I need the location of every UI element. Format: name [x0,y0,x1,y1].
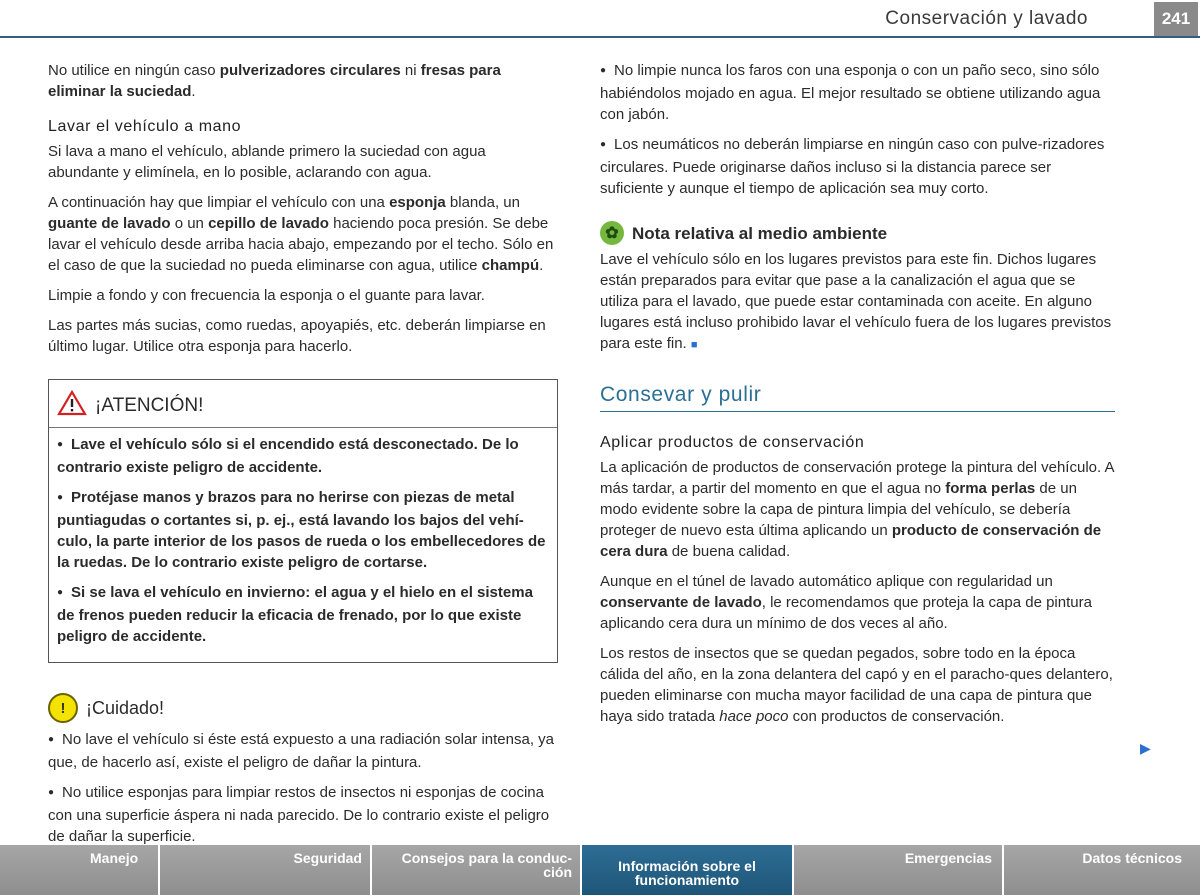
tab-informacion[interactable]: Información sobre el funcionamiento [582,845,792,895]
warning-item: ● Si se lava el vehículo en invierno: el agua y el hielo en el sistema de frenos pueden reducir la eficacia de frenado, por lo que existe peligro de accidente. [57,582,549,647]
tab-manejo[interactable]: Manejo [0,845,158,895]
tab-seguridad[interactable]: Seguridad [160,845,370,895]
caution-item: ● No utilice esponjas para limpiar restos de insectos ni esponjas de cocina con una superficie áspera ni nada parecido. De lo contrario existe el peligro de dañar la superficie. [48,782,558,847]
paragraph: Las partes más sucias, como ruedas, apoyapiés, etc. deberán limpiarse en último lugar. Utilice otra esponja para hacerlo. [48,317,546,355]
footer-tabs [0,845,1200,895]
warning-item: ● Protéjase manos y brazos para no herirse con piezas de metal puntiagudas o cortantes si, p. ej., está lavando los bajos del vehí-culo, la parte interior de los pasos de rueda o los embellecedores de la ruedas. De lo contrario existe peligro de cortarse. [57,487,549,573]
tab-consejos[interactable]: Consejos para la conduc- ción [372,845,580,895]
caution-header [48,693,558,723]
intro-paragraph: No utilice en ningún caso pulverizadores circulares ni fresas para eliminar la suciedad. [48,62,501,100]
tab-datos-tecnicos[interactable]: Datos técnicos [1004,845,1200,895]
paragraph: Si lava a mano el vehículo, ablande primero la suciedad con agua abundante y elimínela, en lo posible, aclarando con agua. [48,143,486,181]
chapter-title: Conservación y lavado [885,8,1088,29]
page-number: 241 [1154,2,1198,36]
caution-item: ● No lave el vehículo si éste está expuesto a una radiación solar intensa, ya que, de hacerlo así, existe el peligro de dañar la pintura. [48,729,558,773]
paragraph: Aunque en el túnel de lavado automático aplique con regularidad un conservante de lavado, le recomendamos que proteja la capa de pintura aplicando cera dura un mínimo de dos veces al año. [600,573,1092,632]
bullet-item: ● Los neumáticos no deberán limpiarse en ningún caso con pulve-rizadores circulares. Puede originarse daños incluso si la distancia parece ser suficiente y aunque el tiempo de aplicación sea muy corto. [600,134,1115,199]
paragraph: A continuación hay que limpiar el vehículo con una esponja blanda, un guante de lavado o un cepillo de lavado haciendo poca presión. Se debe lavar el vehículo desde arriba hacia abajo, empezando por el techo. Sólo en el caso de que la suciedad no pueda eliminarse con agua, utilice champú. [48,194,554,274]
tab-emergencias[interactable]: Emergencias [794,845,1002,895]
header-rule [0,36,1200,38]
section-title: Consevar y pulir [600,384,1115,412]
right-column [600,60,1115,736]
eco-note-text: Lave el vehículo sólo en los lugares previstos para este fin. Dichos lugares están preparados para evitar que pase a la canalización el agua que se utiliza para el lavado, que puede estar contaminada con aceite. En alguno lugares está incluso prohibido lavar el vehículo fuera de los lugares previstos para este fin. ■ [600,251,1112,352]
warning-item: ● Lave el vehículo sólo si el encendido está desconectado. De lo contrario existe peligro de accidente. [57,434,549,478]
warning-header [49,390,557,428]
paragraph: Los restos de insectos que se quedan pegados, sobre todo en la época cálida del año, en la zona delantera del capó y en el paracho-ques delantero, pueden eliminarse con mucha mayor facilidad de una capa de pintura que haya sido tratada hace poco con productos de conservación. [600,645,1113,725]
paragraph: Limpie a fondo y con frecuencia la esponja o el guante para lavar. [48,287,485,304]
continue-arrow-icon: ▶ [1140,740,1151,756]
eco-flower-icon: ✿ [600,221,624,245]
caution-title: ¡Cuidado! [86,697,165,718]
paragraph: La aplicación de productos de conservación protege la pintura del vehículo. A más tardar, a partir del momento en que el agua no forma perlas de un modo evidente sobre la capa de pintura limpia del vehículo, se debería proteger de nuevo esta última aplicando un producto de conservación de cera dura de buena calidad. [600,459,1114,560]
caution-circle-icon: ! [48,693,78,723]
left-column [48,60,558,856]
warning-box [48,379,558,663]
eco-note-title: Nota relativa al medio ambiente [632,223,888,243]
warning-title: ¡ATENCIÓN! [95,395,204,416]
warning-triangle-icon [57,390,87,421]
heading-hand-wash: Lavar el vehículo a mano [48,118,242,135]
subheading: Aplicar productos de conservación [600,434,865,451]
eco-note-header [600,221,1115,245]
bullet-item: ● No limpie nunca los faros con una esponja o con un paño seco, sino sólo habiéndolos mojado en agua. El mejor resultado se obtiene utilizando agua con jabón. [600,60,1115,125]
end-mark-icon: ■ [690,339,698,351]
